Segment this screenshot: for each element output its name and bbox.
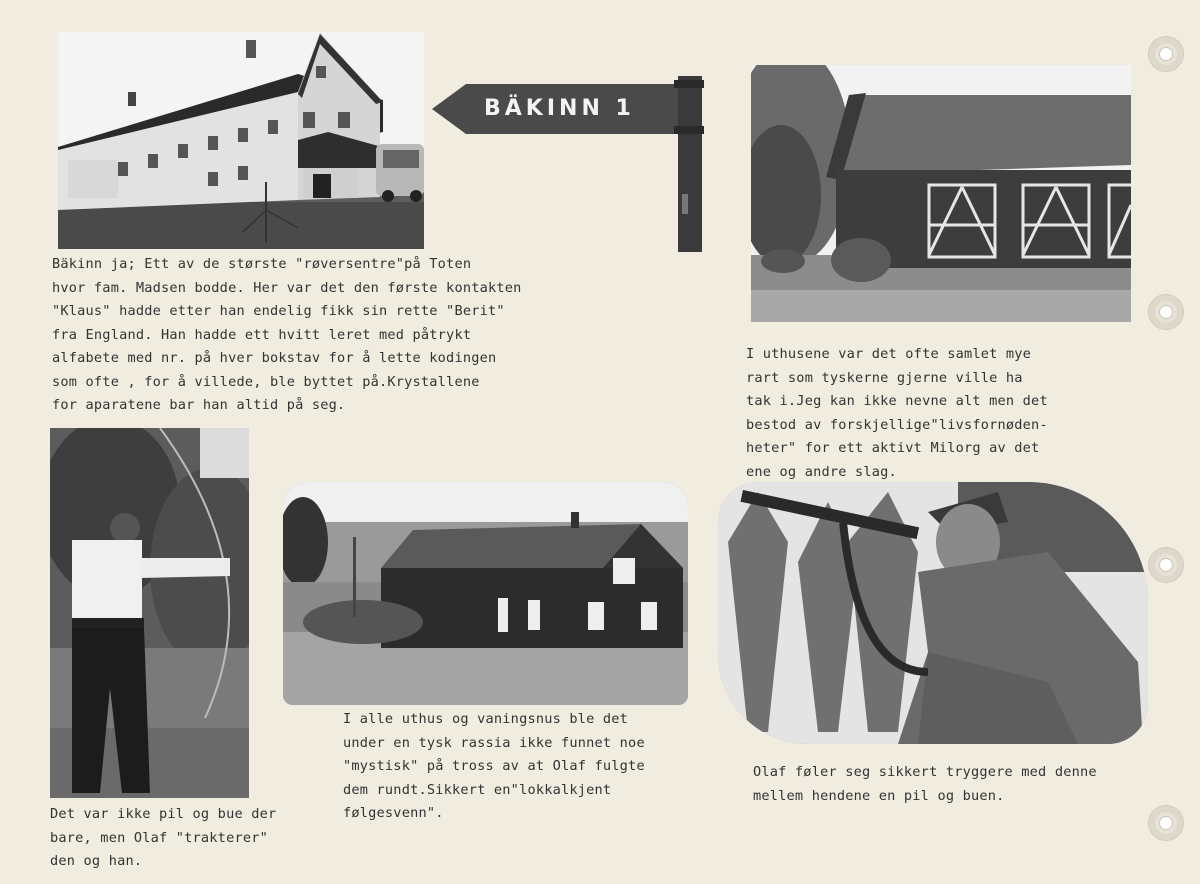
farm-photo	[283, 482, 688, 705]
farmhouse-photo	[58, 32, 424, 249]
farm-caption: I alle uthus og vaningsnus ble det under en tysk rassia ikke funnet noe "mystisk" på tross av at Olaf fulgte dem rundt.Sikkert en"lokkalkjent følgesvenn".	[343, 711, 645, 821]
archer-photo	[50, 428, 249, 798]
barn-photo	[751, 65, 1131, 322]
binder-hole	[1149, 806, 1183, 840]
barn-caption: I uthusene var det ofte samlet mye rart som tyskerne gjerne ville ha tak i.Jeg kan ikke nevne alt men det bestod av forskjellige"livsfornøden- heter" for ett aktivt Milorg av det ene og andre slag.	[746, 346, 1048, 480]
binder-hole	[1149, 37, 1183, 71]
sign-text: BÄKINN 1	[484, 96, 635, 121]
bakinn-road-sign	[432, 74, 707, 252]
rifleman-caption: Olaf føler seg sikkert tryggere med denne mellem hendene en pil og buen.	[753, 764, 1097, 804]
farmhouse-caption: Bäkinn ja; Ett av de største "røversentre"på Toten hvor fam. Madsen bodde. Her var det den første kontakten "Klaus" hadde etter han endelig fikk sin rette "Berit" fra England. Han hadde ett hvitt leret med påtrykt alfabete med nr. på hver bokstav for å lette kodingen som ofte , for å villede, ble byttet på.Krystallene for aparatene bar han altid på seg.	[52, 256, 522, 413]
rifleman-photo	[718, 482, 1148, 744]
binder-hole	[1149, 548, 1183, 582]
archer-caption: Det var ikke pil og bue der bare, men Olaf "trakterer" den og han.	[50, 806, 277, 869]
binder-hole	[1149, 295, 1183, 329]
